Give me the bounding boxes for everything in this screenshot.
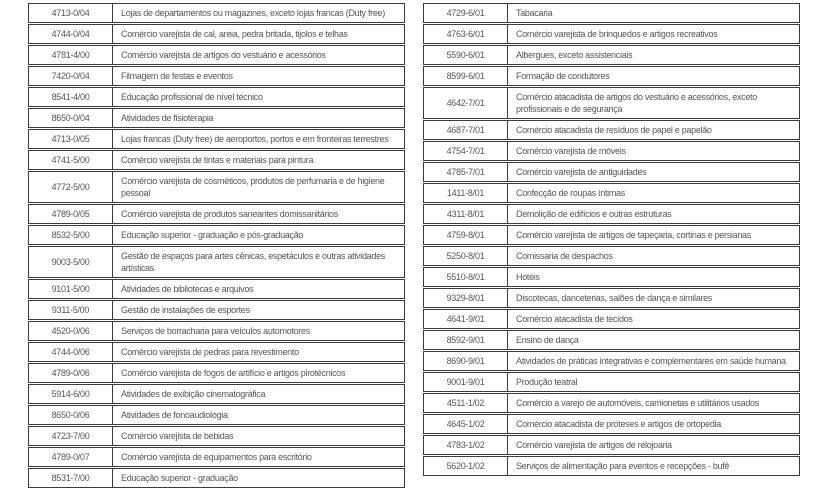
activity-description-cell: Formação de condutores: [508, 66, 800, 86]
activity-description-cell: Comércio varejista de bebidas: [113, 426, 405, 446]
cnae-code-cell: 4772-5/00: [28, 171, 113, 203]
table-row: [423, 267, 800, 287]
activity-description-cell: Tabacaria: [508, 3, 800, 23]
activity-description-cell: Gestão de espaços para artes cênicas, espetáculos e outras atividades artísticas: [113, 246, 405, 278]
table-row: [423, 120, 800, 140]
table-row: [28, 204, 405, 224]
cnae-code-cell: 8531-7/00: [28, 468, 113, 488]
table-row: [28, 363, 405, 383]
cnae-code-cell: 5590-6/01: [423, 45, 508, 65]
cnae-code-cell: 9001-9/01: [423, 372, 508, 392]
activity-description-cell: Comércio varejista de cosméticos, produtos de perfumaria e de higiene pessoal: [113, 171, 405, 203]
cnae-code-cell: 9003-5/00: [28, 246, 113, 278]
table-row: [28, 426, 405, 446]
cnae-code-cell: 4642-7/01: [423, 87, 508, 119]
cnae-code-cell: 4785-7/01: [423, 162, 508, 182]
table-row: [423, 393, 800, 413]
cnae-code-cell: 4729-6/01: [423, 3, 508, 23]
cnae-code-cell: 4783-1/02: [423, 435, 508, 455]
cnae-code-cell: 9311-5/00: [28, 300, 113, 320]
activity-description-cell: Comércio varejista de equipamentos para escritório: [113, 447, 405, 467]
cnae-code-cell: 9329-8/01: [423, 288, 508, 308]
table-row: [423, 330, 800, 350]
cnae-code-cell: 4713-0/04: [28, 3, 113, 23]
activity-description-cell: Hotéis: [508, 267, 800, 287]
table-row: [28, 279, 405, 299]
table-row: [423, 66, 800, 86]
cnae-code-cell: 8592-9/01: [423, 330, 508, 350]
table-row: [28, 129, 405, 149]
cnae-table-left: [28, 2, 405, 489]
table-row: [28, 171, 405, 203]
cnae-code-cell: 4789-0/06: [28, 363, 113, 383]
cnae-code-cell: 4520-0/06: [28, 321, 113, 341]
activity-description-cell: Atividades de exibição cinematográfica: [113, 384, 405, 404]
activity-description-cell: Comércio varejista de artigos do vestuário e acessórios: [113, 45, 405, 65]
table-row: [28, 342, 405, 362]
table-row: [28, 108, 405, 128]
activity-description-cell: Lojas de departamentos ou magazines, exceto lojas francas (Duty free): [113, 3, 405, 23]
table-row: [423, 309, 800, 329]
cnae-code-cell: 4763-6/01: [423, 24, 508, 44]
table-row: [423, 45, 800, 65]
activity-description-cell: Comércio atacadista de tecidos: [508, 309, 800, 329]
cnae-code-cell: 4687-7/01: [423, 120, 508, 140]
table-row: [28, 3, 405, 23]
table-row: [423, 456, 800, 476]
activity-description-cell: Comércio varejista de antiguidades: [508, 162, 800, 182]
cnae-code-cell: 8650-0/06: [28, 405, 113, 425]
activity-description-cell: Comércio varejista de cal, areia, pedra britada, tijolos e telhas: [113, 24, 405, 44]
activity-description-cell: Comércio atacadista de resíduos de papel e papelão: [508, 120, 800, 140]
cnae-code-cell: 8532-5/00: [28, 225, 113, 245]
cnae-table-right: [423, 2, 800, 477]
table-row: [28, 300, 405, 320]
activity-description-cell: Serviços de alimentação para eventos e recepções - bufê: [508, 456, 800, 476]
activity-description-cell: Atividades de fonoaudiologia: [113, 405, 405, 425]
cnae-code-cell: 4789-0/07: [28, 447, 113, 467]
cnae-code-cell: 8650-0/04: [28, 108, 113, 128]
cnae-code-cell: 4744-0/04: [28, 24, 113, 44]
table-row: [423, 414, 800, 434]
activity-description-cell: Comércio atacadista de artigos do vestuário e acessórios, exceto profissionais e de segurança: [508, 87, 800, 119]
table-row: [28, 24, 405, 44]
activity-description-cell: Comércio a varejo de automóveis, camionetas e utilitários usados: [508, 393, 800, 413]
cnae-code-cell: 7420-0/04: [28, 66, 113, 86]
cnae-code-cell: 4511-1/02: [423, 393, 508, 413]
cnae-code-cell: 4781-4/00: [28, 45, 113, 65]
table-row: [28, 468, 405, 488]
cnae-code-cell: 4754-7/01: [423, 141, 508, 161]
table-row: [28, 150, 405, 170]
cnae-code-cell: 1411-8/01: [423, 183, 508, 203]
table-row: [423, 24, 800, 44]
table-row: [28, 384, 405, 404]
activity-description-cell: Educação superior - graduação e pós-graduação: [113, 225, 405, 245]
cnae-code-cell: 5620-1/02: [423, 456, 508, 476]
cnae-code-cell: 4641-9/01: [423, 309, 508, 329]
activity-description-cell: Albergues, exceto assistenciais: [508, 45, 800, 65]
table-row: [423, 141, 800, 161]
activity-description-cell: Comércio varejista de pedras para revestimento: [113, 342, 405, 362]
cnae-code-cell: 9101-5/00: [28, 279, 113, 299]
table-row: [423, 3, 800, 23]
table-row: [423, 435, 800, 455]
activity-description-cell: Serviços de borracharia para veículos automotores: [113, 321, 405, 341]
activity-description-cell: Comércio varejista de fogos de artifício e artigos pirotécnicos: [113, 363, 405, 383]
cnae-code-cell: 5250-8/01: [423, 246, 508, 266]
activity-description-cell: Comércio varejista de artigos de relojoaria: [508, 435, 800, 455]
activity-description-cell: Ensino de dança: [508, 330, 800, 350]
activity-description-cell: Atividades de fisioterapia: [113, 108, 405, 128]
cnae-code-cell: 4311-8/01: [423, 204, 508, 224]
table-row: [28, 66, 405, 86]
activity-description-cell: Comércio varejista de tintas e materiais para pintura: [113, 150, 405, 170]
activity-description-cell: Comissaria de despachos: [508, 246, 800, 266]
cnae-code-cell: 4723-7/00: [28, 426, 113, 446]
table-row: [28, 321, 405, 341]
cnae-code-cell: 4645-1/02: [423, 414, 508, 434]
activity-description-cell: Discotecas, danceterias, salões de dança e similares: [508, 288, 800, 308]
activity-description-cell: Educação profissional de nível técnico: [113, 87, 405, 107]
table-row: [28, 45, 405, 65]
table-row: [28, 87, 405, 107]
cnae-code-cell: 8541-4/00: [28, 87, 113, 107]
table-row: [28, 447, 405, 467]
table-row: [423, 288, 800, 308]
activity-description-cell: Confecção de roupas íntimas: [508, 183, 800, 203]
activity-description-cell: Lojas francas (Duty free) de aeroportos, portos e em fronteiras terrestres: [113, 129, 405, 149]
activity-description-cell: Comércio varejista de brinquedos e artigos recreativos: [508, 24, 800, 44]
table-row: [423, 225, 800, 245]
table-row: [423, 162, 800, 182]
cnae-code-cell: 8599-6/01: [423, 66, 508, 86]
activity-description-cell: Comércio atacadista de próteses e artigos de ortopedia: [508, 414, 800, 434]
cnae-code-cell: 4789-0/05: [28, 204, 113, 224]
activity-description-cell: Comércio varejista de artigos de tapeçaria, cortinas e persianas: [508, 225, 800, 245]
activity-description-cell: Atividades de práticas integrativas e complementares em saúde humana: [508, 351, 800, 371]
table-row: [28, 246, 405, 278]
table-row: [28, 225, 405, 245]
table-row: [423, 87, 800, 119]
table-row: [423, 351, 800, 371]
activity-description-cell: Filmagem de festas e eventos: [113, 66, 405, 86]
cnae-code-cell: 4744-0/06: [28, 342, 113, 362]
table-row: [423, 183, 800, 203]
activity-description-cell: Comércio varejista de produtos saneantes domissanitários: [113, 204, 405, 224]
table-row: [423, 372, 800, 392]
table-row: [423, 246, 800, 266]
cnae-code-cell: 5510-8/01: [423, 267, 508, 287]
cnae-code-cell: 8690-9/01: [423, 351, 508, 371]
cnae-code-cell: 4713-0/05: [28, 129, 113, 149]
activity-description-cell: Gestão de instalações de esportes: [113, 300, 405, 320]
activity-description-cell: Produção teatral: [508, 372, 800, 392]
activity-description-cell: Demolição de edifícios e outras estruturas: [508, 204, 800, 224]
activity-description-cell: Atividades de bibliotecas e arquivos: [113, 279, 405, 299]
cnae-code-cell: 5914-6/00: [28, 384, 113, 404]
table-row: [423, 204, 800, 224]
table-row: [28, 405, 405, 425]
cnae-code-cell: 4741-5/00: [28, 150, 113, 170]
cnae-code-cell: 4759-8/01: [423, 225, 508, 245]
activity-description-cell: Comércio varejista de móveis: [508, 141, 800, 161]
activity-description-cell: Educação superior - graduação: [113, 468, 405, 488]
